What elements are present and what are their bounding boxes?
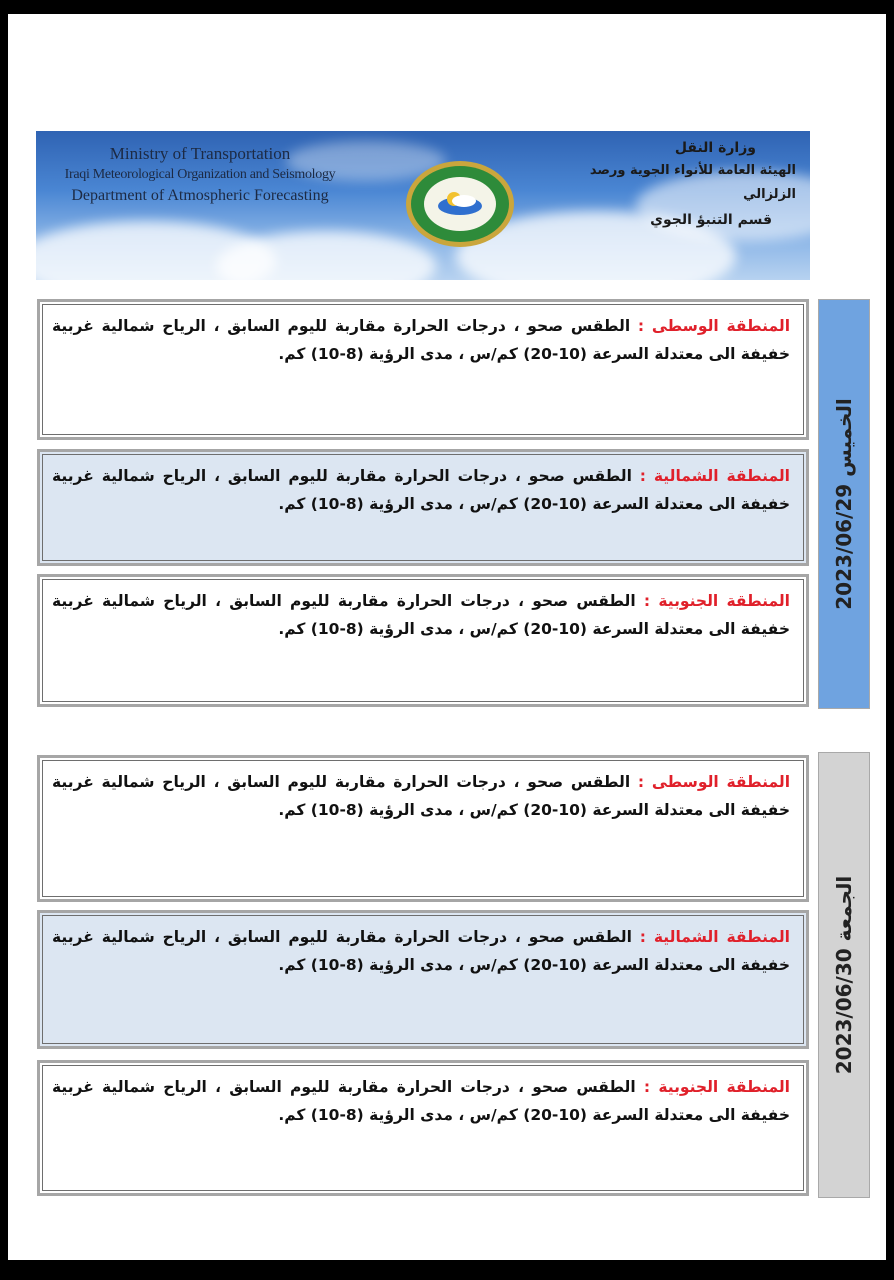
watermark-url: www.almutalee.com	[757, 1249, 872, 1263]
header-banner	[36, 131, 810, 280]
organization-title-ar: الهيئة العامة للأنواء الجوية ورصد الزلزالي	[589, 163, 796, 202]
forecast-text: الطقس صحو ، درجات الحرارة مقاربة لليوم السابق ، الرياح شمالية غربية خفيفة الى معتدلة السرعة (10-20) كم/س ، مدى الرؤية (8-10) كم.	[52, 773, 790, 819]
forecast-card-north	[37, 449, 809, 566]
day-label: الجمعة 2023/06/30	[832, 875, 856, 1075]
day-column-thursday	[818, 299, 870, 709]
ministry-title-en: Ministry of Transportation	[109, 144, 291, 163]
day-column-friday	[818, 752, 870, 1198]
forecast-text: الطقس صحو ، درجات الحرارة مقاربة لليوم السابق ، الرياح شمالية غربية خفيفة الى معتدلة السرعة (10-20) كم/س ، مدى الرؤية (8-10) كم.	[52, 928, 790, 974]
forecast-card-north	[37, 910, 809, 1049]
region-name: المنطقة الجنوبية :	[643, 592, 790, 610]
forecast-text: الطقس صحو ، درجات الحرارة مقاربة لليوم السابق ، الرياح شمالية غربية خفيفة الى معتدلة السرعة (10-20) كم/س ، مدى الرؤية (8-10) كم.	[52, 592, 790, 638]
organization-title-en: Iraqi Meteorological Organization and Seismology	[64, 167, 336, 182]
forecast-card-south	[37, 1060, 809, 1196]
day-label: الخميس 2023/06/29	[832, 398, 856, 610]
region-name: المنطقة الوسطى :	[637, 317, 791, 335]
region-name: المنطقة الشمالية :	[639, 928, 790, 946]
forecast-card-central	[37, 755, 809, 902]
ministry-title-ar: وزارة النقل	[674, 140, 756, 156]
forecast-card-central	[37, 299, 809, 440]
forecast-text: الطقس صحو ، درجات الحرارة مقاربة لليوم السابق ، الرياح شمالية غربية خفيفة الى معتدلة السرعة (10-20) كم/س ، مدى الرؤية (8-10) كم.	[52, 1078, 790, 1124]
department-title-en: Department of Atmospheric Forecasting	[71, 187, 329, 204]
header-arabic	[546, 137, 796, 233]
region-name: المنطقة الجنوبية :	[643, 1078, 790, 1096]
organization-logo	[404, 159, 516, 249]
forecast-card-south	[37, 574, 809, 707]
department-title-ar: قسم التنبؤ الجوي	[650, 212, 772, 228]
forecast-text: الطقس صحو ، درجات الحرارة مقاربة لليوم السابق ، الرياح شمالية غربية خفيفة الى معتدلة السرعة (10-20) كم/س ، مدى الرؤية (8-10) كم.	[52, 467, 790, 513]
region-name: المنطقة الوسطى :	[637, 773, 791, 791]
region-name: المنطقة الشمالية :	[639, 467, 790, 485]
forecast-text: الطقس صحو ، درجات الحرارة مقاربة لليوم السابق ، الرياح شمالية غربية خفيفة الى معتدلة السرعة (10-20) كم/س ، مدى الرؤية (8-10) كم.	[52, 317, 790, 363]
header-english	[50, 143, 350, 207]
